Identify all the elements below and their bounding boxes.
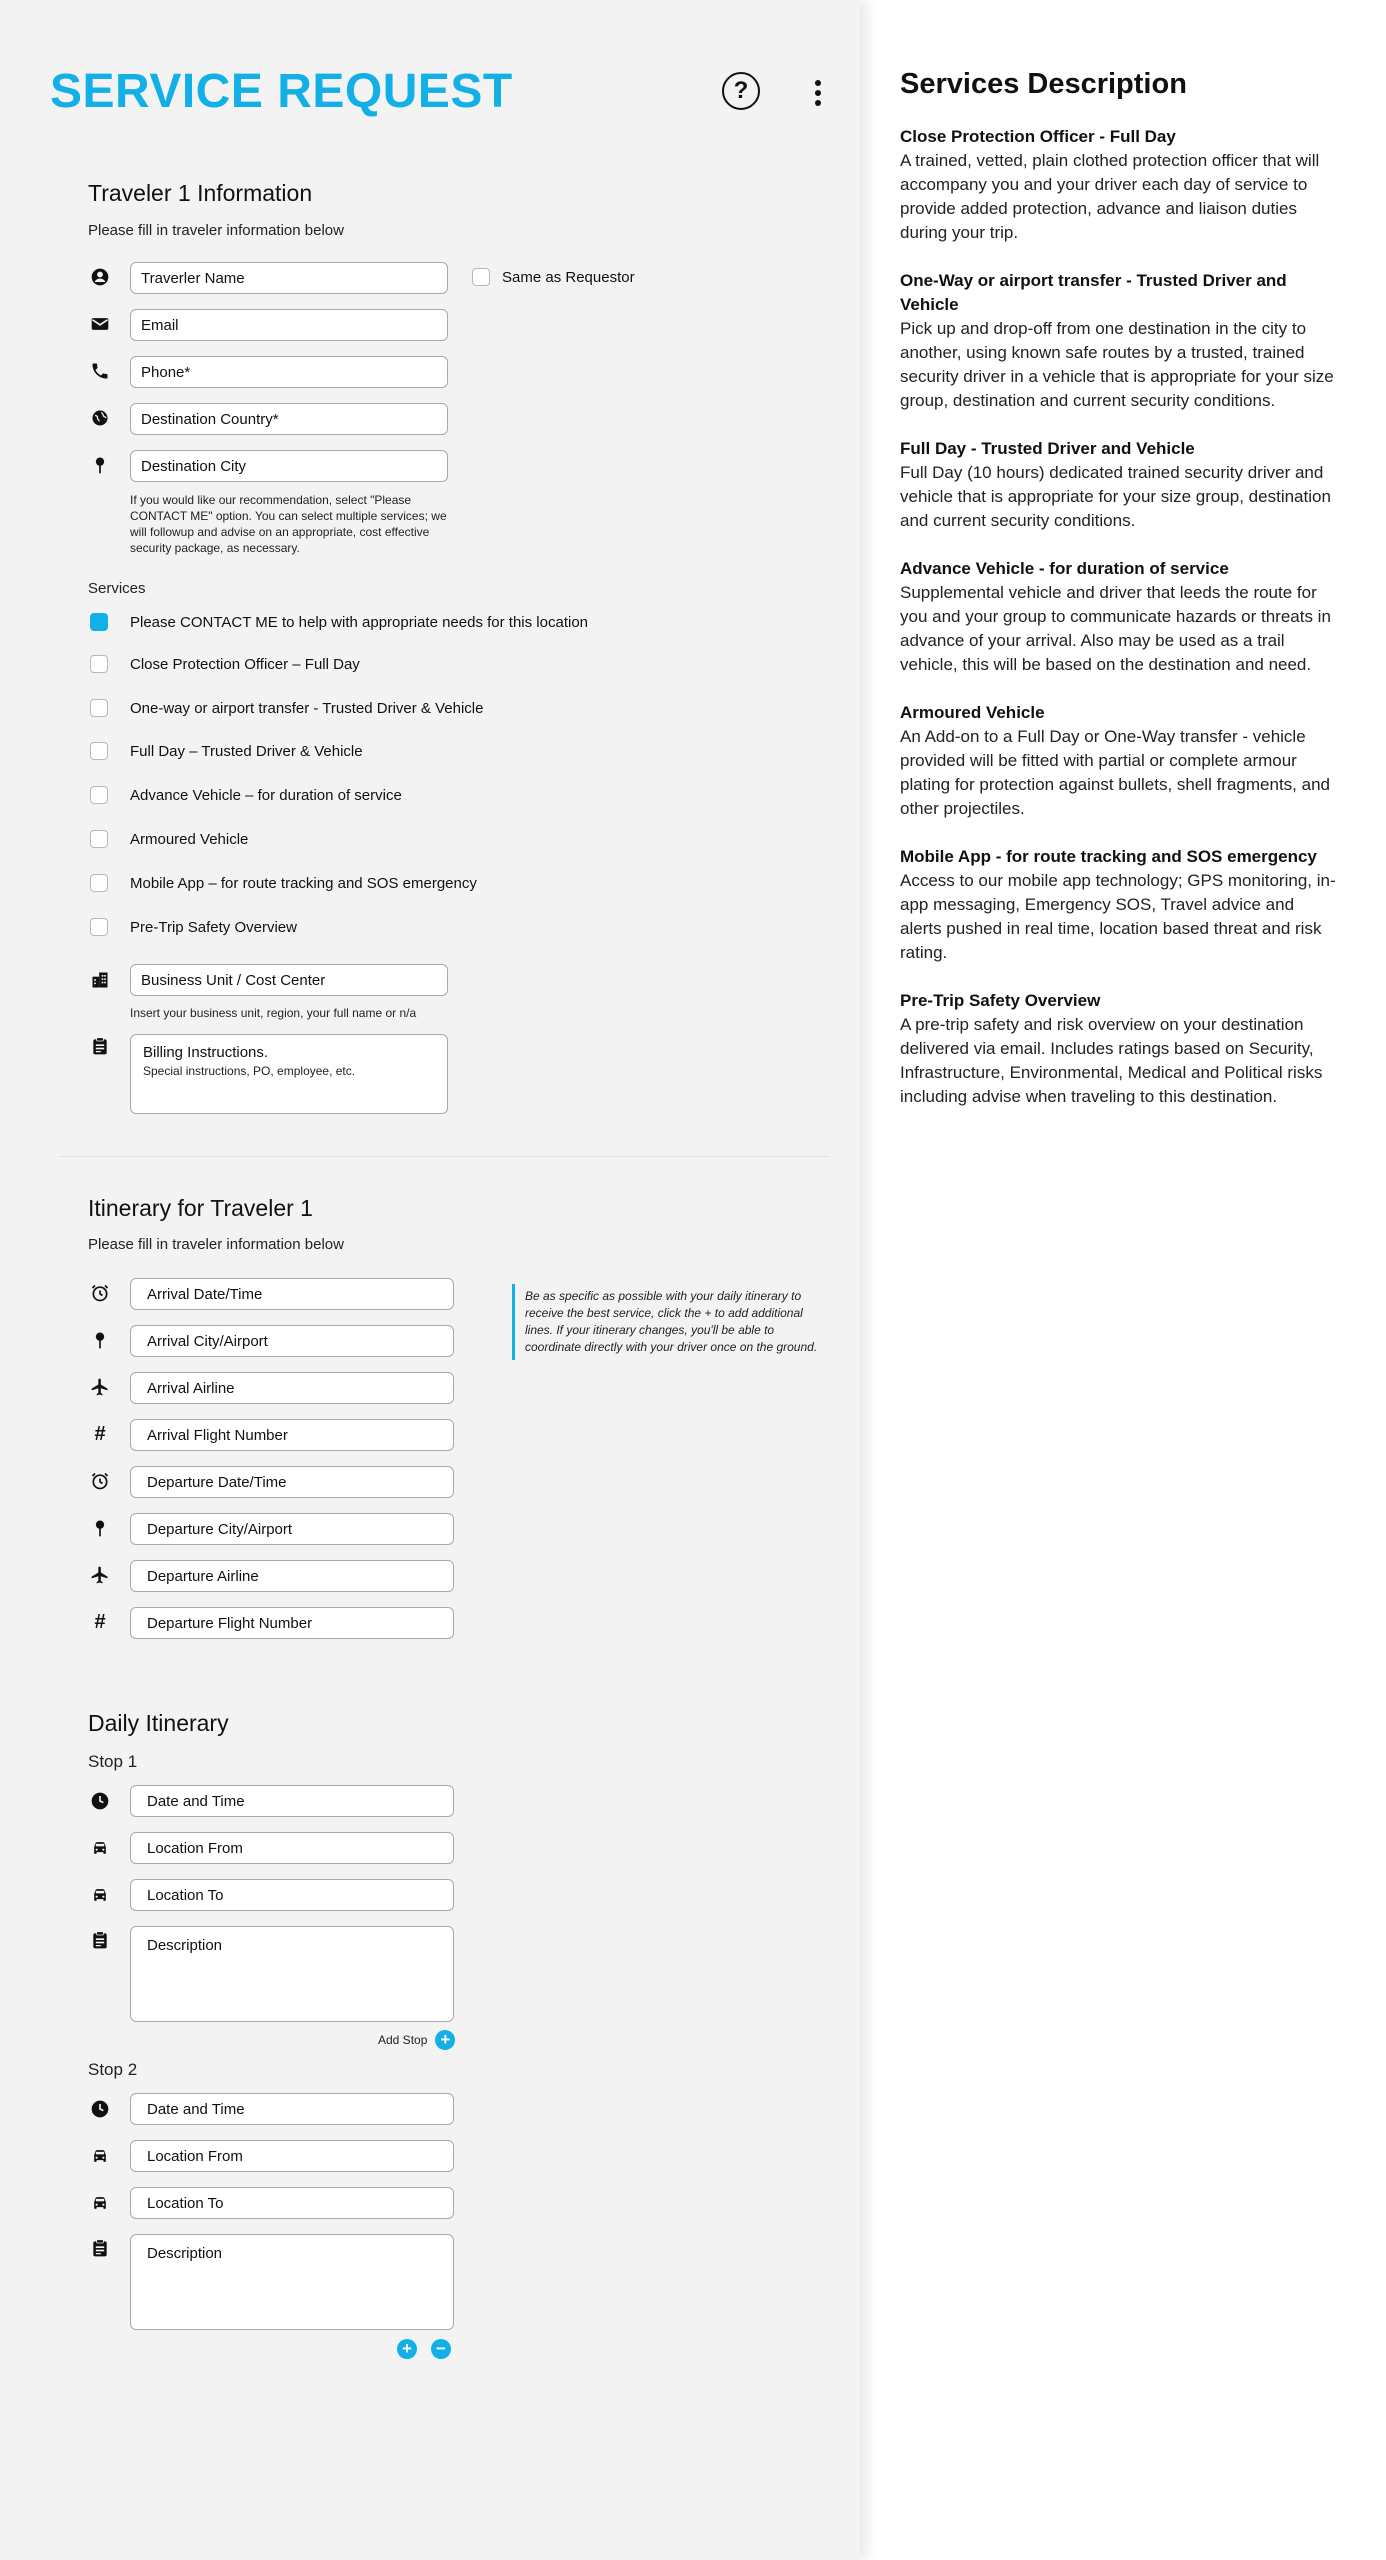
description-text: A trained, vetted, plain clothed protection officer that will accompany you and your driver each day of service to provide added protection, advance and liaison duties during your trip. — [900, 151, 1320, 242]
checkbox-box — [90, 699, 108, 717]
itinerary-section-subtitle: Please fill in traveler information below — [88, 1236, 344, 1253]
page-title: SERVICE REQUEST — [50, 65, 513, 118]
description-heading: Mobile App - for route tracking and SOS emergency — [900, 847, 1317, 866]
stop-1-label: Stop 1 — [88, 1752, 138, 1771]
remove-stop-minus-button[interactable]: − — [431, 2339, 451, 2359]
email-input[interactable] — [130, 309, 448, 341]
stop-2-datetime-input[interactable] — [130, 2093, 454, 2125]
clipboard-icon — [88, 1928, 112, 1952]
car-icon — [88, 1836, 112, 1860]
account-circle-icon — [88, 265, 112, 289]
service-checkbox-one-way-transfer[interactable] — [90, 697, 484, 719]
description-heading: Pre-Trip Safety Overview — [900, 991, 1101, 1010]
checkbox-box — [90, 918, 108, 936]
departure-flight-input[interactable] — [130, 1607, 454, 1639]
service-checkbox-advance-vehicle[interactable] — [90, 784, 402, 806]
pin-icon — [88, 1328, 112, 1352]
service-checkbox-pre-trip[interactable] — [90, 916, 297, 938]
service-checkbox-mobile-app[interactable] — [90, 872, 477, 894]
billing-instructions-textarea[interactable] — [130, 1034, 448, 1114]
stop-2-description-textarea[interactable] — [130, 2234, 454, 2330]
description-item — [900, 845, 1340, 965]
service-checkbox-armoured-vehicle[interactable] — [90, 828, 249, 850]
stop-1-location-to-input[interactable] — [130, 1879, 454, 1911]
description-text: An Add-on to a Full Day or One-Way transfer - vehicle provided will be fitted with partial or complete armour plating for protection against bullets, shell fragments, and other projectiles. — [900, 727, 1330, 818]
arrival-datetime-input[interactable] — [130, 1278, 454, 1310]
arrival-flight-input[interactable] — [130, 1419, 454, 1451]
globe-icon — [88, 406, 112, 430]
checkbox-box — [472, 268, 490, 286]
hash-icon: # — [94, 1610, 106, 1633]
phone-icon — [88, 359, 112, 383]
alarm-icon — [88, 1281, 112, 1305]
stop-1-description-textarea[interactable] — [130, 1926, 454, 2022]
service-label: Close Protection Officer – Full Day — [130, 655, 360, 673]
stop-2-location-to-input[interactable] — [130, 2187, 454, 2219]
service-label: Pre-Trip Safety Overview — [130, 918, 297, 936]
pin-icon — [88, 1516, 112, 1540]
same-as-requestor-checkbox[interactable] — [472, 266, 635, 288]
car-icon — [88, 2144, 112, 2168]
description-item — [900, 701, 1340, 821]
itinerary-section-title: Itinerary for Traveler 1 — [88, 1195, 313, 1221]
car-icon — [88, 1883, 112, 1907]
airplane-icon — [88, 1563, 112, 1587]
checkbox-box — [90, 655, 108, 673]
add-stop-label: Add Stop — [378, 2033, 428, 2047]
billing-subtitle: Special instructions, PO, employee, etc. — [143, 1064, 356, 1078]
service-checkbox-close-protection[interactable] — [90, 653, 360, 675]
service-label: One-way or airport transfer - Trusted Driver & Vehicle — [130, 699, 484, 717]
description-heading: Full Day - Trusted Driver and Vehicle — [900, 439, 1195, 458]
services-description-panel — [900, 0, 1340, 1133]
add-stop-button[interactable] — [378, 2030, 455, 2050]
stop-2-location-from-input[interactable] — [130, 2140, 454, 2172]
description-item — [900, 437, 1340, 533]
departure-airline-input[interactable] — [130, 1560, 454, 1592]
description-text: Supplemental vehicle and driver that leeds the route for you and your group to communicate hazards or threats in advance of your arrival. Also may be used as a trail vehicle, this will be based on the destination and need. — [900, 583, 1331, 674]
more-menu-button[interactable] — [806, 80, 830, 110]
description-item — [900, 557, 1340, 677]
help-button[interactable] — [722, 72, 760, 110]
stop-2-label: Stop 2 — [88, 2060, 138, 2079]
service-label: Mobile App – for route tracking and SOS emergency — [130, 874, 477, 892]
add-stop-plus-button[interactable]: + — [397, 2339, 417, 2359]
hash-icon: # — [94, 1422, 106, 1445]
clipboard-icon — [88, 1034, 112, 1058]
stop-1-datetime-input[interactable] — [130, 1785, 454, 1817]
kebab-dot-icon — [815, 90, 821, 96]
destination-city-input[interactable] — [130, 450, 448, 482]
description-text: Full Day (10 hours) dedicated trained security driver and vehicle that is appropriate for your size group, destination and current security conditions. — [900, 463, 1331, 530]
recommendation-note: If you would like our recommendation, select "Please CONTACT ME" option. You can select multiple services; we will followup and advise on an appropriate, cost effective security package, as necessary. — [130, 493, 447, 555]
service-label: Advance Vehicle – for duration of service — [130, 786, 402, 804]
traveler-name-input[interactable] — [130, 262, 448, 294]
traveler-section-subtitle: Please fill in traveler information below — [88, 222, 344, 239]
checkbox-box — [90, 742, 108, 760]
arrival-city-input[interactable] — [130, 1325, 454, 1357]
kebab-dot-icon — [815, 100, 821, 106]
description-heading: Advance Vehicle - for duration of service — [900, 559, 1229, 578]
service-label: Full Day – Trusted Driver & Vehicle — [130, 742, 363, 760]
description-heading: One-Way or airport transfer - Trusted Driver and Vehicle — [900, 271, 1287, 314]
business-unit-help: Insert your business unit, region, your full name or n/a — [130, 1006, 417, 1020]
daily-itinerary-title: Daily Itinerary — [88, 1710, 229, 1736]
email-icon — [88, 312, 112, 336]
car-icon — [88, 2191, 112, 2215]
service-label: Armoured Vehicle — [130, 830, 249, 848]
alarm-icon — [88, 1469, 112, 1493]
stop-controls — [397, 2339, 451, 2359]
stop-1-location-from-input[interactable] — [130, 1832, 454, 1864]
business-unit-input[interactable] — [130, 964, 448, 996]
kebab-dot-icon — [815, 80, 821, 86]
pin-icon — [88, 453, 112, 477]
service-checkbox-full-day[interactable] — [90, 740, 363, 762]
section-divider — [60, 1156, 830, 1157]
clipboard-icon — [88, 2236, 112, 2260]
arrival-airline-input[interactable] — [130, 1372, 454, 1404]
description-heading: Close Protection Officer - Full Day — [900, 127, 1176, 146]
checkbox-box — [90, 874, 108, 892]
phone-input[interactable] — [130, 356, 448, 388]
description-item — [900, 989, 1340, 1109]
description-text: Pick up and drop-off from one destination in the city to another, using known safe routes by a trusted, trained security driver in a vehicle that is appropriate for your size group, destination and current security conditions. — [900, 319, 1334, 410]
airplane-icon — [88, 1375, 112, 1399]
plus-icon: + — [435, 2030, 455, 2050]
help-icon: ? — [733, 77, 749, 104]
departure-city-input[interactable] — [130, 1513, 454, 1545]
building-icon — [88, 968, 112, 992]
same-as-requestor-label: Same as Requestor — [502, 268, 635, 286]
description-text: Access to our mobile app technology; GPS monitoring, in-app messaging, Emergency SOS, Travel advice and alerts pushed in real time, location based threat and risk rating. — [900, 871, 1336, 962]
description-text: A pre-trip safety and risk overview on your destination delivered via email. Includes ratings based on Security, Infrastructure, Environmental, Medical and Political risks including advise when traveling to this destination. — [900, 1015, 1323, 1106]
clock-icon — [88, 2097, 112, 2121]
departure-datetime-input[interactable] — [130, 1466, 454, 1498]
services-description-title: Services Description — [900, 68, 1187, 100]
clock-icon — [88, 1789, 112, 1813]
destination-country-input[interactable] — [130, 403, 448, 435]
checkbox-box — [90, 830, 108, 848]
services-label: Services — [88, 580, 146, 597]
description-heading: Armoured Vehicle — [900, 703, 1045, 722]
itinerary-note: Be as specific as possible with your daily itinerary to receive the best service, click the + to add additional lines. If your itinerary changes, you'll be able to coordinate directly with your driver once on the ground. — [512, 1284, 830, 1360]
billing-title: Billing Instructions. — [143, 1044, 269, 1061]
service-label: Please CONTACT ME to help with appropriate needs for this location — [130, 613, 588, 631]
service-checkbox-contact-me[interactable] — [90, 611, 588, 633]
traveler-section-title: Traveler 1 Information — [88, 180, 313, 206]
checkbox-box — [90, 613, 108, 631]
checkbox-box — [90, 786, 108, 804]
description-item — [900, 125, 1340, 245]
description-item — [900, 269, 1340, 413]
